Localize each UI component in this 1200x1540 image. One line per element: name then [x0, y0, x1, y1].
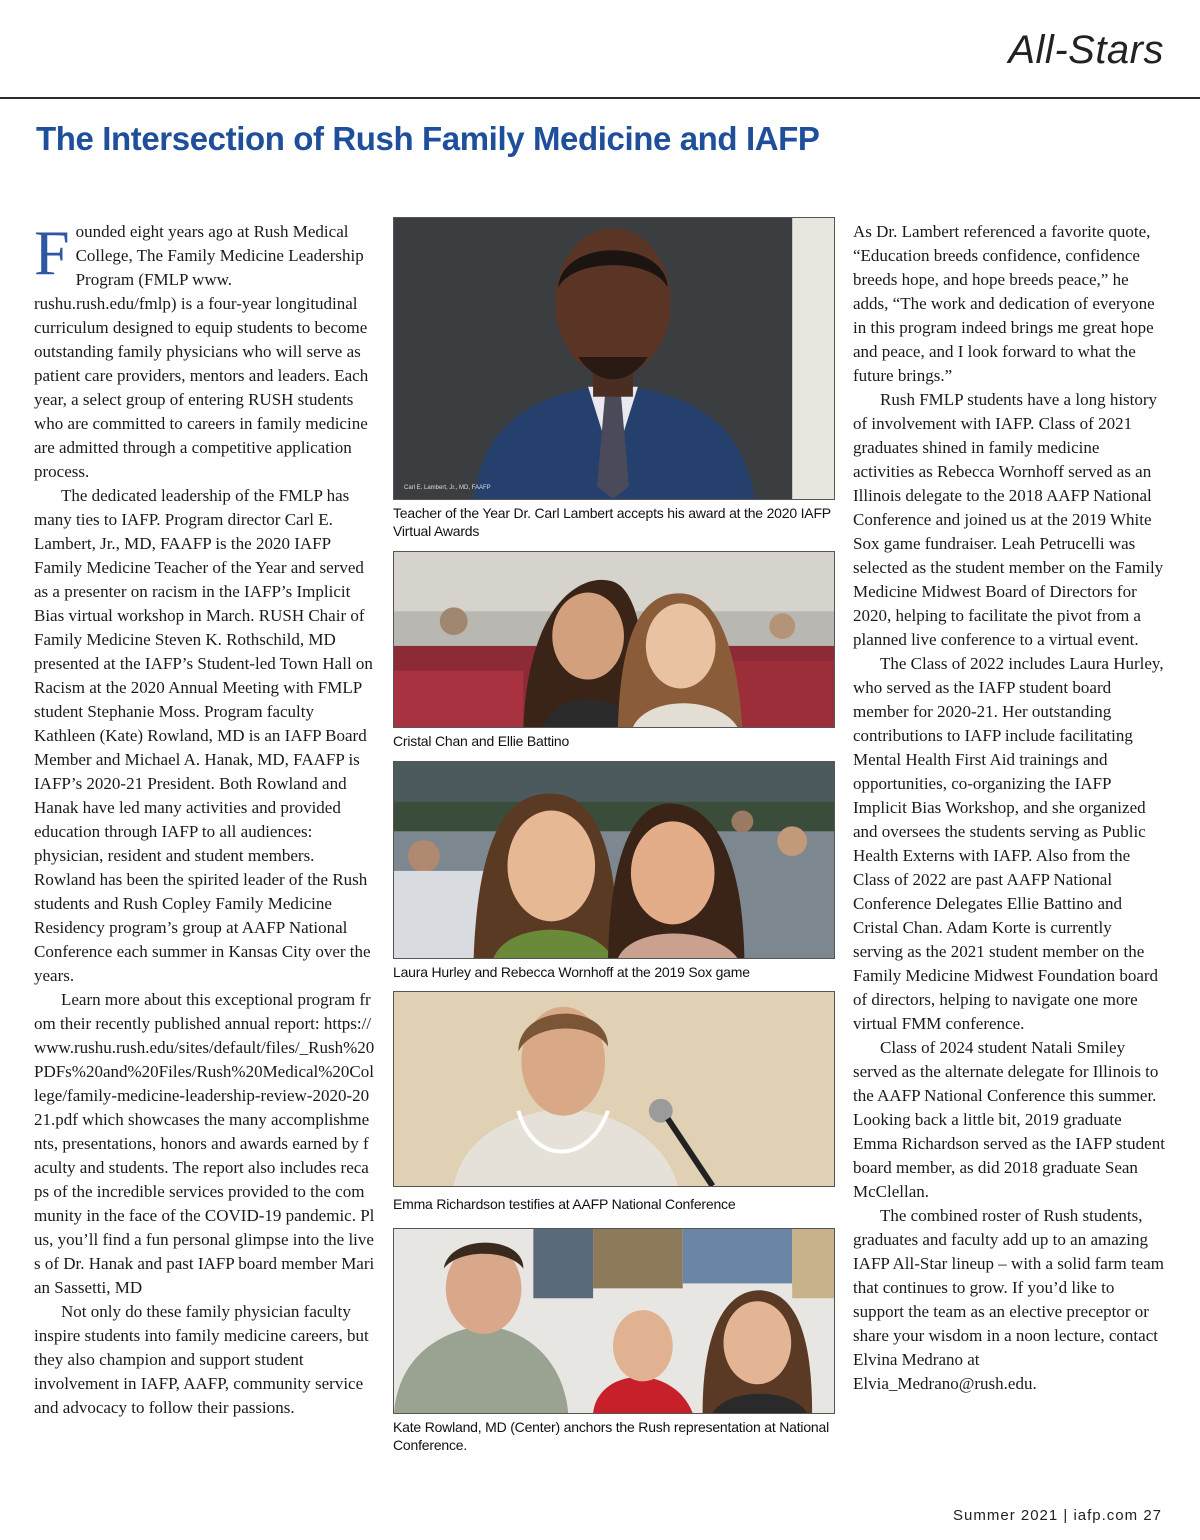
paragraph: As Dr. Lambert referenced a favorite quote, “Education breeds confidence, confidence breeds hope, and hope breeds peace,” he adds, “The work and dedication of everyone in this program indeed brings me great hope and peace, and I look forward to what the future brings.”: [853, 222, 1155, 385]
paragraph: Learn more about this exceptional program from their recently published annual report: https://www.rushu.rush.edu/sites/default/files/_Rush%20PDFs%20and%20Files/Rush%20Medical%20College/family-medicine-leadership-review-2020-2021.pdf which showcases the many accomplishments, presentations, honors and awards earned by faculty and students. The report also includes recaps of the incredible services provided to the community in the face of the COVID-19 pandemic. Plus, you’ll find a fun personal glimpse into the lives of Dr. Hanak and past IAFP board member Marian Sassetti, MD: [34, 990, 375, 1297]
photo-lambert: [393, 217, 835, 500]
paragraph: The combined roster of Rush students, graduates and faculty add up to an amazing IAFP All-Star lineup – with a solid farm team that continues to grow. If you’d like to support the team as an elective preceptor or share your wisdom in a noon lecture, contact Elvina Medrano at Elvia_Medrano@rush.edu.: [853, 1206, 1164, 1393]
photo-caption: Emma Richardson testifies at AAFP National Conference: [393, 1196, 736, 1212]
paragraph: Founded eight years ago at Rush Medical College, The Family Medicine Leadership Program (FMLP www. rushu.rush.edu/fmlp) is a four-year longitudinal curriculum designed to equip students to become outstanding family physicians who will serve as patient care providers, mentors and leaders. Each year, a select group of entering RUSH students who are committed to careers in family medicine are admitted through a competitive application process.: [34, 217, 369, 481]
paragraph: Not only do these family physician faculty inspire students into family medicine careers, but they also champion and support student involvement in IAFP, AAFP, community service and advocacy to follow their passions.: [34, 1302, 369, 1417]
drop-cap: F: [34, 217, 70, 288]
photo-chan-battino: [393, 551, 835, 728]
photo-caption: Cristal Chan and Ellie Battino: [393, 733, 570, 749]
right-column: [853, 220, 1165, 1396]
left-column: [34, 217, 376, 1420]
paragraph: The dedicated leadership of the FMLP has many ties to IAFP. Program director Carl E. Lambert, Jr., MD, FAAFP is the 2020 IAFP Family Medicine Teacher of the Year and served as a presenter on racism in the IAFP’s Implicit Bias virtual workshop in March. RUSH Chair of Family Medicine Steven K. Rothschild, MD presented at the IAFP’s Student-led Town Hall on Racism at the 2020 Annual Meeting with FMLP student Stephanie Moss. Program faculty Kathleen (Kate) Rowland, MD is an IAFP Board Member and Michael A. Hanak, MD, FAAFP is IAFP’s 2020-21 President. Both Rowland and Hanak have led many activities and provided education through IAFP to all audiences: physician, resident and student members. Rowland has been the spirited leader of the Rush students and Rush Copley Family Medicine Residency program’s group at AAFP National Conference each summer in Kansas City over the years.: [34, 486, 373, 985]
photo-rowland-group: [393, 1228, 835, 1414]
photo-caption: Kate Rowland, MD (Center) anchors the Rush representation at National Conference.: [393, 1419, 829, 1453]
photo-credit: Carl E. Lambert, Jr., MD, FAAFP: [404, 485, 491, 491]
photo-richardson: [393, 991, 835, 1187]
photo-hurley-wornhoff: [393, 761, 835, 959]
paragraph: Rush FMLP students have a long history of involvement with IAFP. Class of 2021 graduates shined in family medicine activities as Rebecca Wornhoff served as an Illinois delegate to the 2018 AAFP National Conference and joined us at the 2019 White Sox game fundraiser. Leah Petrucelli was selected as the student member on the Family Medicine Midwest Board of Directors for 2020, helping to facilitate the pivot from a planned live conference to a virtual event.: [853, 390, 1164, 649]
paragraph: Class of 2024 student Natali Smiley served as the alternate delegate for Illinois to the AAFP National Conference this summer. Looking back a little bit, 2019 graduate Emma Richardson served as the IAFP student board member, as did 2018 graduate Sean McClellan.: [853, 1038, 1165, 1201]
header-rule: [0, 97, 1200, 99]
page-footer: Summer 2021 | iafp.com 27: [953, 1507, 1162, 1524]
paragraph: The Class of 2022 includes Laura Hurley, who served as the IAFP student board member for 2020-21. Her outstanding contributions to IAFP include facilitating Mental Health First Aid trainings and opportunities, co-organizing the IAFP Implicit Bias Workshop, and she organized and oversees the students serving as Public Health Externs with IAFP. Also from the Class of 2022 are past AAFP National Conference Delegates Ellie Battino and Cristal Chan. Adam Korte is currently serving as the 2021 student member on the Family Medicine Midwest Foundation board of directors, helping to navigate one more virtual FMM conference.: [853, 654, 1164, 1033]
article-title: The Intersection of Rush Family Medicine and IAFP: [36, 120, 820, 157]
photo-caption: Laura Hurley and Rebecca Wornhoff at the 2019 Sox game: [393, 964, 750, 980]
photo-caption: Teacher of the Year Dr. Carl Lambert accepts his award at the 2020 IAFP Virtual Awards: [393, 505, 831, 539]
section-tag: All-Stars: [1008, 28, 1164, 72]
